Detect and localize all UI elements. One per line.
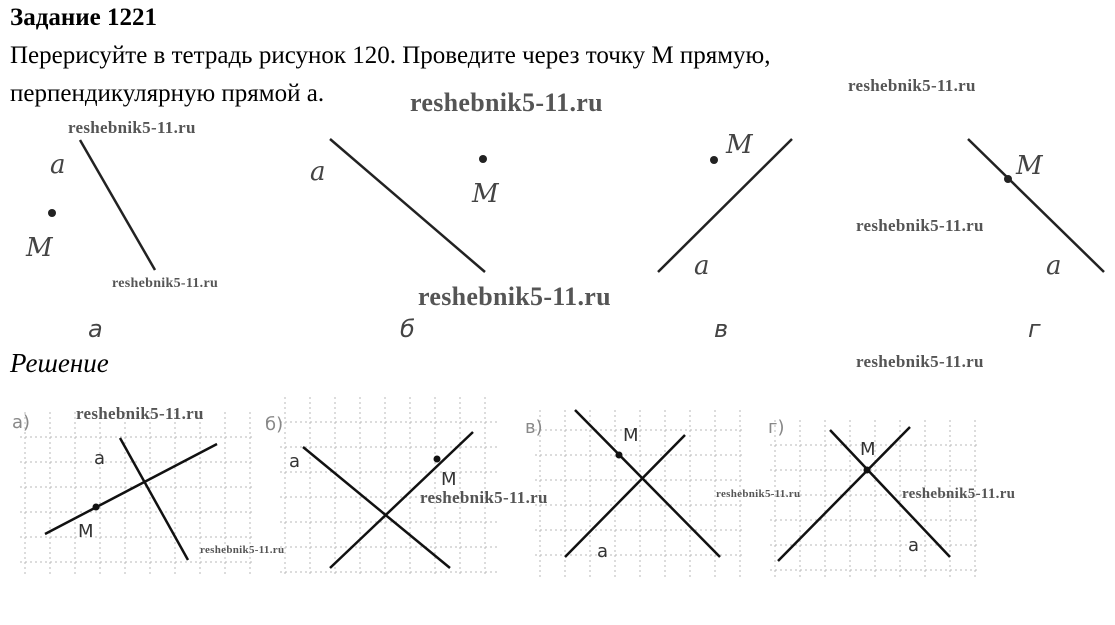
sublabel-v: в bbox=[714, 315, 729, 343]
watermark: reshebnik5-11.ru bbox=[200, 544, 285, 556]
point-m-sol-a bbox=[93, 504, 100, 511]
watermark: reshebnik5-11.ru bbox=[410, 88, 603, 117]
label-a-sol-g: a bbox=[908, 535, 920, 556]
sublabel-b: б bbox=[400, 315, 415, 343]
point-m-sol-v bbox=[616, 452, 623, 459]
label-a-fig-b: a bbox=[310, 157, 326, 187]
solution-title: Решение bbox=[10, 348, 109, 378]
panel-label-a: а) bbox=[12, 412, 31, 433]
panel-label-b: б) bbox=[265, 414, 284, 435]
point-m-fig-a bbox=[48, 209, 56, 217]
line-a-sol-a bbox=[120, 438, 188, 560]
label-a-fig-g: a bbox=[1046, 251, 1062, 281]
watermark: reshebnik5-11.ru bbox=[68, 118, 196, 137]
problem-text-line-1: Перерисуйте в тетрадь рисунок 120. Проведите через точку М прямую, bbox=[10, 42, 771, 69]
point-m-sol-g bbox=[864, 467, 871, 474]
point-m-fig-g bbox=[1004, 175, 1012, 183]
point-m-fig-v bbox=[710, 156, 718, 164]
label-m-sol-v: M bbox=[623, 425, 639, 446]
point-m-sol-b bbox=[434, 456, 441, 463]
panel-label-v: в) bbox=[525, 417, 543, 438]
watermark: reshebnik5-11.ru bbox=[856, 216, 984, 235]
watermark: reshebnik5-11.ru bbox=[848, 76, 976, 95]
solution-panel-v bbox=[525, 405, 745, 580]
label-m-fig-g: M bbox=[1016, 151, 1043, 181]
sublabel-g: г bbox=[1028, 315, 1041, 343]
sublabel-a: а bbox=[88, 315, 103, 343]
label-a-sol-b: a bbox=[289, 451, 301, 472]
label-a-sol-a: a bbox=[94, 448, 106, 469]
line-a-fig-b bbox=[330, 139, 485, 272]
line-a-fig-v bbox=[658, 139, 792, 272]
line-a-fig-a bbox=[80, 140, 155, 270]
point-m-fig-b bbox=[479, 155, 487, 163]
label-a-fig-v: a bbox=[694, 251, 710, 281]
label-m-sol-a: M bbox=[78, 521, 94, 542]
solution-panel-b bbox=[265, 392, 505, 582]
label-m-fig-b: M bbox=[472, 179, 499, 209]
panel-label-g: г) bbox=[768, 417, 785, 438]
watermark: reshebnik5-11.ru bbox=[420, 488, 548, 507]
label-m-sol-g: M bbox=[860, 439, 876, 460]
label-m-fig-v: M bbox=[726, 130, 753, 160]
label-a-sol-v: a bbox=[597, 541, 609, 562]
watermark: reshebnik5-11.ru bbox=[902, 486, 1016, 502]
line-a-sol-v bbox=[565, 435, 685, 557]
watermark: reshebnik5-11.ru bbox=[112, 276, 219, 291]
task-title: Задание 1221 bbox=[10, 4, 157, 31]
label-m-fig-a: M bbox=[26, 233, 53, 263]
label-m-sol-b: M bbox=[441, 469, 457, 490]
watermark: reshebnik5-11.ru bbox=[418, 282, 611, 311]
watermark: reshebnik5-11.ru bbox=[856, 352, 984, 371]
problem-text-line-2: перпендикулярную прямой а. bbox=[10, 80, 325, 107]
perpendicular-line-v bbox=[575, 410, 720, 557]
label-a-fig-a: a bbox=[50, 150, 66, 180]
watermark: reshebnik5-11.ru bbox=[76, 404, 204, 423]
watermark: reshebnik5-11.ru bbox=[716, 488, 801, 500]
